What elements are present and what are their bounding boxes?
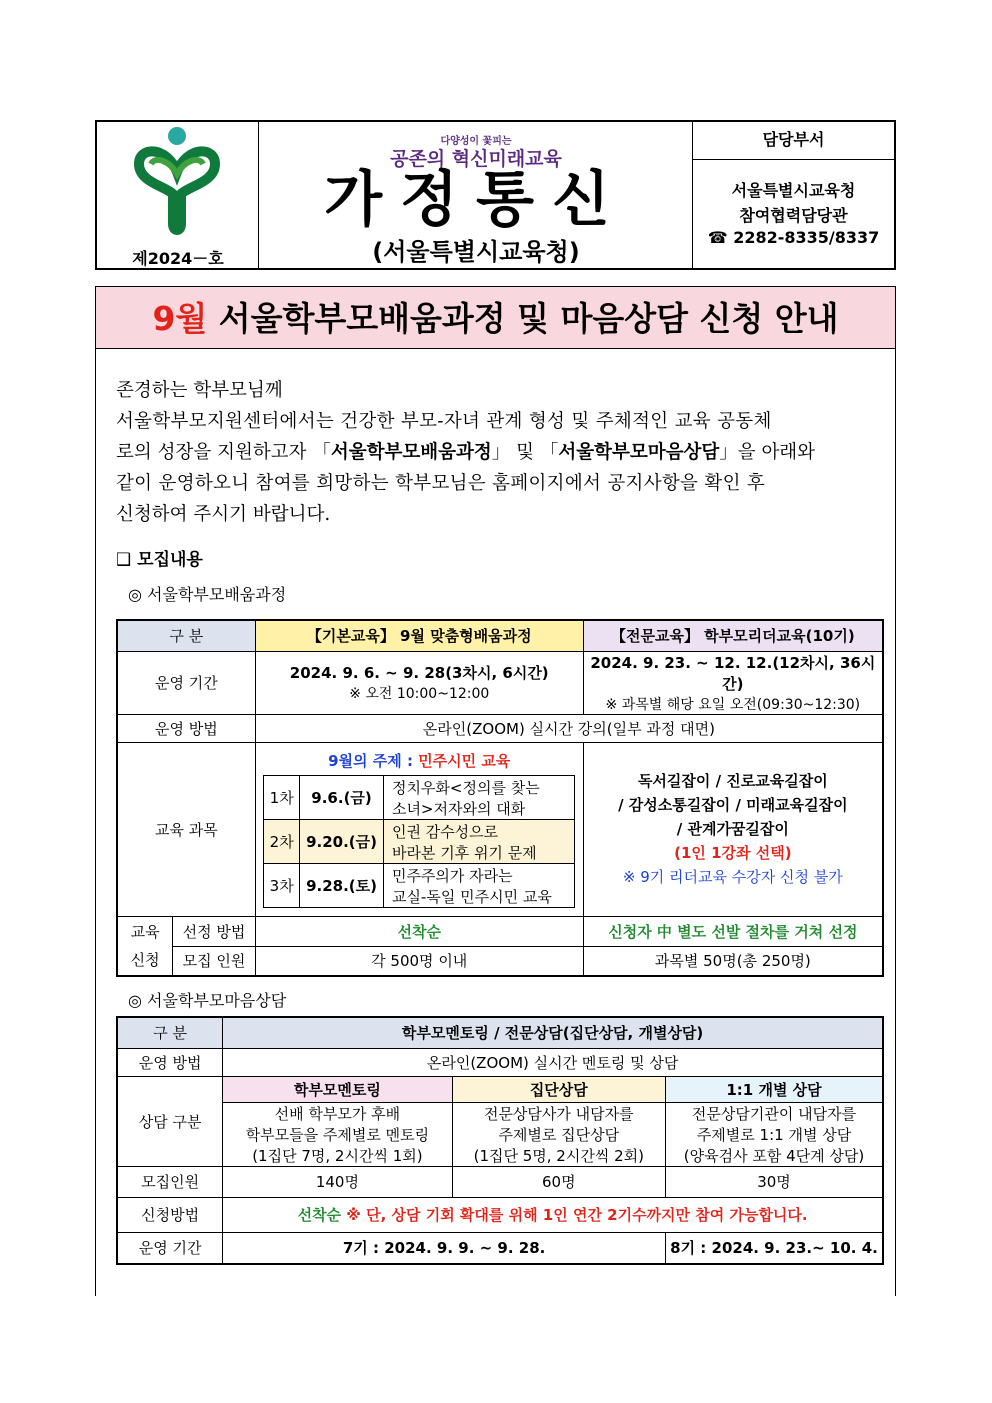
program-name-course: 서울학부모배움과정: [330, 442, 492, 463]
title-cell: [259, 122, 693, 268]
session-topic-line: 민주주의가 자라는: [391, 866, 513, 885]
course-table: [116, 619, 884, 977]
row-label-period: 운영 기간: [117, 651, 255, 714]
page-title: 가정통신: [324, 165, 628, 235]
logo-cell: [97, 122, 259, 268]
slogan: 공존의 혁신미래교육: [390, 148, 562, 170]
period-8th: 8기 : 2024. 9. 23.~ 10. 4.: [666, 1232, 884, 1264]
department-phone: ☎ 2282-8335/8337: [707, 228, 880, 247]
session-no: 3차: [264, 864, 300, 908]
newsletter-header: [95, 120, 896, 270]
session-no: 2차: [264, 820, 300, 864]
counsel-header-value: 학부모멘토링 / 전문상담(집단상담, 개별상담): [223, 1017, 883, 1048]
session-date: 9.20.(금): [300, 820, 384, 864]
session-topic-line: 바라본 기후 위기 문제: [391, 843, 537, 862]
expert-subject-warning: ※ 9기 리더교육 수강자 신청 불가: [622, 868, 843, 886]
row-label-apply: 신청방법: [117, 1197, 223, 1232]
expert-recruit: 과목별 50명(총 250명): [583, 946, 883, 976]
session-topic: [383, 864, 574, 908]
type-name-group: 집단상담: [452, 1076, 665, 1102]
basic-period: 2024. 9. 6. ~ 9. 28(3차시, 6시간): [289, 664, 549, 682]
type-name-individual: 1:1 개별 상담: [666, 1076, 884, 1102]
type-desc-group: [452, 1102, 665, 1166]
type-desc-line: 전문상담사가 내담자를: [483, 1104, 634, 1123]
expert-period-note: ※ 과목별 해당 요일 오전(09:30~12:30): [605, 696, 861, 713]
apply-method: [223, 1197, 883, 1232]
basic-recruit: 각 500명 이내: [255, 946, 583, 976]
course-method: 온라인(ZOOM) 실시간 강의(일부 과정 대면): [255, 714, 883, 742]
department-office: 참여협력담당관: [739, 206, 848, 225]
session-topic-line: 인권 감수성으로: [391, 822, 499, 841]
basic-period-note: ※ 오전 10:00~12:00: [349, 686, 490, 702]
theme-line: [256, 750, 583, 771]
period-7th: 7기 : 2024. 9. 9. ~ 9. 28.: [223, 1232, 666, 1264]
expert-subject-note: (1인 1강좌 선택): [674, 844, 792, 862]
session-date: 9.6.(금): [300, 776, 384, 820]
session-row: [264, 776, 575, 820]
type-desc-line: 전문상담기관이 내담자를: [691, 1104, 857, 1123]
session-topic-line: 교실-독일 민주시민 교육: [391, 887, 552, 906]
letter-greeting: 존경하는 학부모님께: [116, 380, 283, 401]
department-cell: [693, 122, 894, 268]
session-date: 9.28.(토): [300, 864, 384, 908]
type-desc-line: 주제별로 집단상담: [498, 1125, 620, 1144]
banner-month: 9월: [152, 299, 208, 338]
row-label-period: 운영 기간: [117, 1232, 223, 1264]
letter-line-1: 서울학부모지원센터에서는 건강한 부모-자녀 관계 형성 및 주체적인 교육 공동체: [116, 411, 772, 432]
row-label-method: 운영 방법: [117, 714, 255, 742]
row-label-type: 상담 구분: [117, 1076, 223, 1166]
course-heading: ◎ 서울학부모배움과정: [128, 585, 287, 604]
basic-period-cell: [255, 651, 583, 714]
recruit-group: 60명: [452, 1166, 665, 1197]
banner-title: [96, 287, 895, 351]
slogan-small: 다양성이 꽃피는: [440, 136, 512, 147]
expert-subject-line: / 감성소통길잡이 / 미래교육길잡이: [618, 796, 848, 814]
expert-select: 신청자 中 별도 선발 절차를 거쳐 선정: [583, 916, 883, 946]
letter-line-2: [116, 437, 876, 469]
department-label: 담당부서: [693, 122, 894, 160]
type-desc-line: (1집단 7명, 2시간씩 1회): [252, 1146, 423, 1165]
type-desc-line: 선배 학부모가 후배: [274, 1104, 401, 1123]
session-row: [264, 820, 575, 864]
theme-label: 9월의 주제 :: [328, 752, 419, 770]
row-label-recruit: 모집 인원: [173, 946, 256, 976]
recruit-individual: 30명: [666, 1166, 884, 1197]
title-banner: [96, 287, 895, 349]
session-topic-line: 정치우화<정의를 찾는: [391, 778, 540, 797]
counsel-table: [116, 1016, 884, 1265]
type-desc-individual: [666, 1102, 884, 1166]
session-topic-line: 소녀>저자와의 대화: [391, 799, 526, 818]
type-name-mentoring: 학부모멘토링: [223, 1076, 452, 1102]
letter-line-4: 신청하여 주시기 바랍니다.: [116, 504, 331, 525]
expert-subject-cell: [583, 742, 883, 916]
course-header-gubun: 구 분: [117, 620, 255, 651]
session-topic: [383, 776, 574, 820]
apply-label-line: 교육: [130, 922, 160, 941]
banner-title-text: 서울학부모배움과정 및 마음상담 신청 안내: [218, 299, 839, 338]
recruit-mentoring: 140명: [223, 1166, 452, 1197]
row-label-recruit: 모집인원: [117, 1166, 223, 1197]
course-header-expert: 【전문교육】 학부모리더교육(10기): [583, 620, 883, 651]
row-label-apply: [117, 916, 173, 976]
session-row: [264, 864, 575, 908]
department-name: 서울특별시교육청: [731, 181, 856, 200]
row-label-subject: 교육 과목: [117, 742, 255, 916]
letter-text: 」 및 「: [491, 442, 559, 463]
letter-text: 로의 성장을 지원하고자 「: [116, 442, 331, 463]
seoul-education-logo-icon: [129, 124, 225, 236]
theme-value: 민주시민 교육: [418, 752, 511, 770]
letter-text: 」을 아래와: [719, 442, 816, 463]
publisher-subtitle: (서울특별시교육청): [372, 238, 580, 266]
type-desc-line: 주제별로 1:1 개별 상담: [696, 1125, 852, 1144]
basic-subject-cell: [255, 742, 583, 916]
type-desc-line: (1집단 5명, 2시간씩 2회): [473, 1146, 644, 1165]
apply-note: ※ 단, 상담 기회 확대를 위해 1인 연간 2기수까지만 참여 가능합니다.: [341, 1206, 808, 1224]
row-label-select: 선정 방법: [173, 916, 256, 946]
letter-line-3: 같이 운영하오니 참여를 희망하는 학부모님은 홈페이지에서 공지사항을 확인 후: [116, 473, 766, 494]
session-topic: [383, 820, 574, 864]
apply-label-line: 신청: [130, 950, 160, 969]
course-header-basic: 【기본교육】 9월 맞춤형배움과정: [255, 620, 583, 651]
session-no: 1차: [264, 776, 300, 820]
section-heading: ❑ 모집내용: [116, 550, 203, 570]
expert-subject-line: 독서길잡이 / 진로교육길잡이: [637, 772, 828, 790]
counsel-header-gubun: 구 분: [117, 1017, 223, 1048]
apply-first-come: 선착순: [297, 1206, 342, 1224]
expert-period-cell: [583, 651, 883, 714]
basic-select: 선착순: [255, 916, 583, 946]
type-desc-line: (양육검사 포함 4단계 상담): [683, 1146, 865, 1165]
counsel-heading: ◎ 서울학부모마음상담: [128, 991, 287, 1010]
issue-number: 제2024－호: [132, 249, 224, 268]
expert-period: 2024. 9. 23. ~ 12. 12.(12차시, 36시간): [590, 653, 876, 693]
session-table: [263, 775, 575, 908]
type-desc-mentoring: [223, 1102, 452, 1166]
program-name-counsel: 서울학부모마음상담: [558, 442, 720, 463]
row-label-method: 운영 방법: [117, 1048, 223, 1076]
type-desc-line: 학부모들을 주제별로 멘토링: [245, 1125, 430, 1144]
counsel-method: 온라인(ZOOM) 실시간 멘토링 및 상담: [223, 1048, 883, 1076]
expert-subject-line: / 관계가꿈길잡이: [676, 820, 789, 838]
